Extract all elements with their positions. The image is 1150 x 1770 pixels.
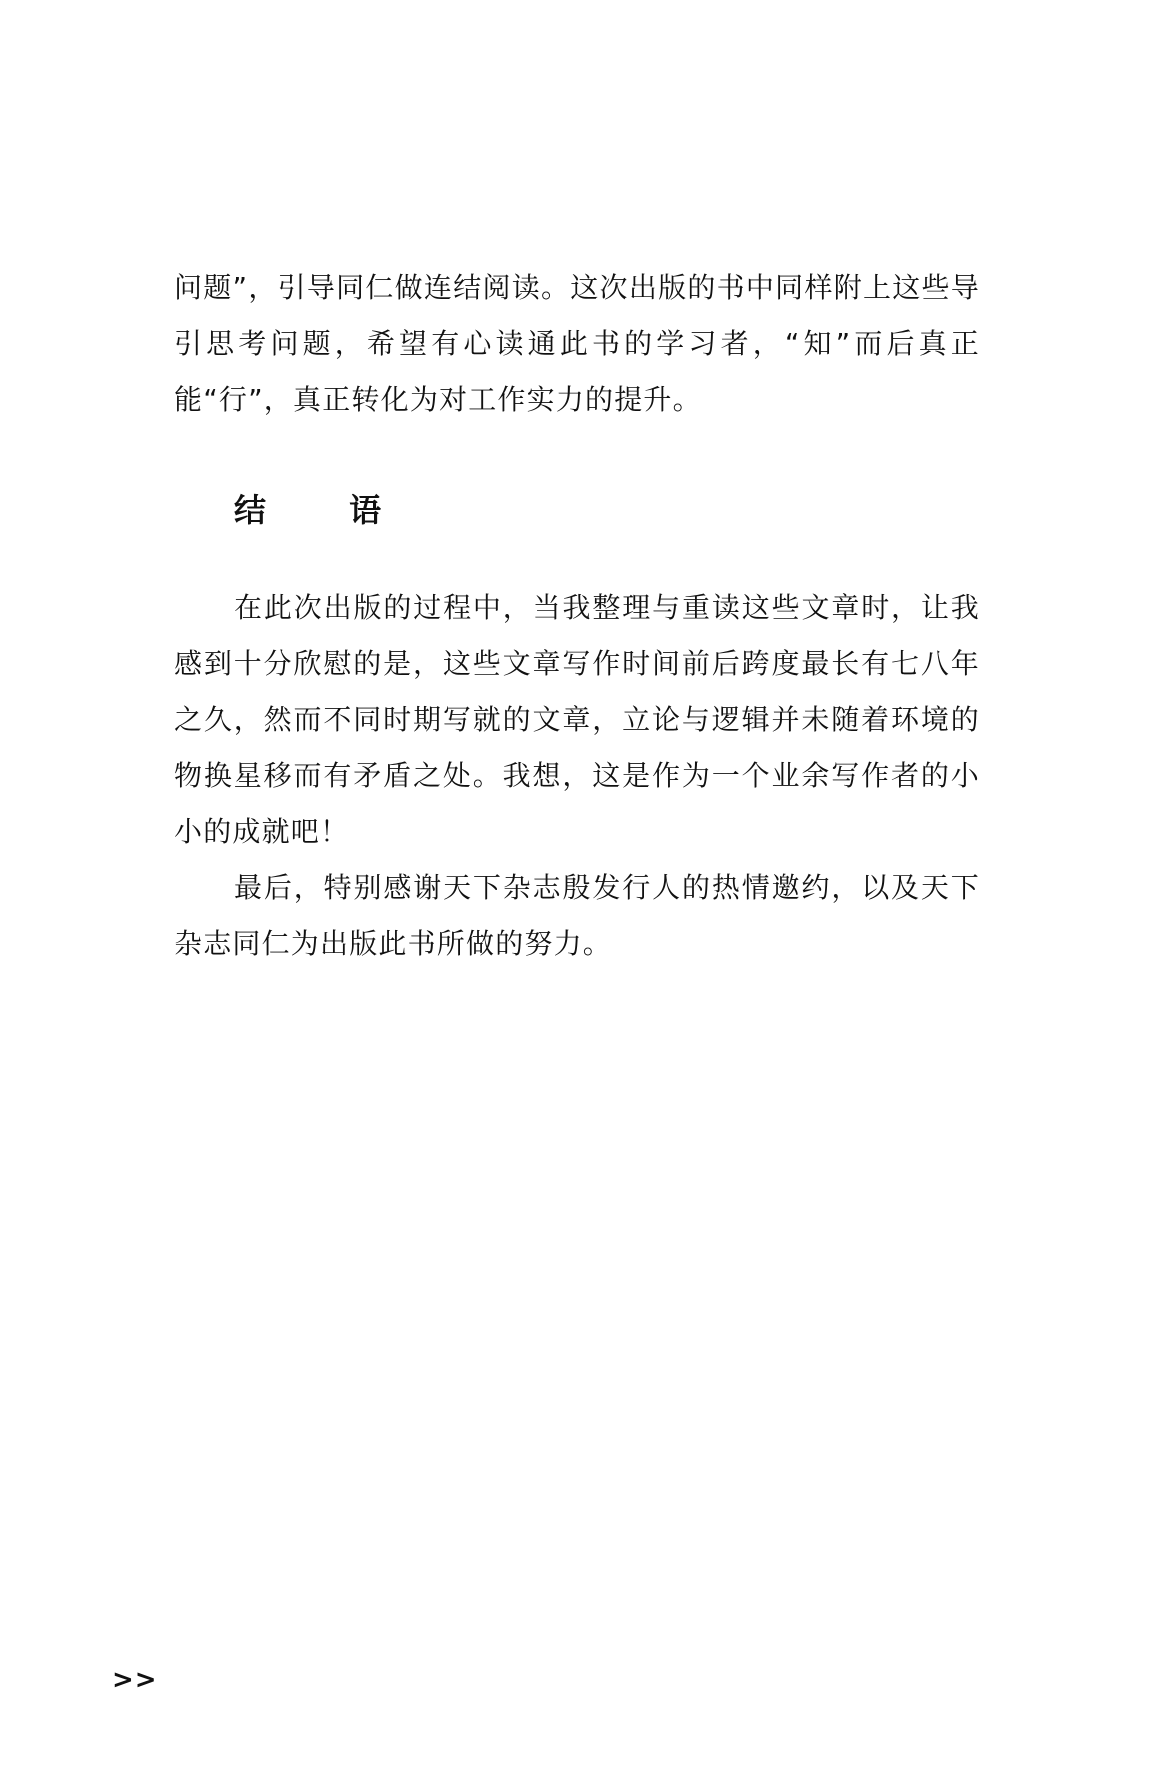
conclusion-paragraph-2: 最后，特别感谢天下杂志殷发行人的热情邀约，以及天下杂志同仁为出版此书所做的努力。 xyxy=(174,871,980,960)
conclusion-text-block xyxy=(174,580,980,972)
intro-paragraph: 问题”，引导同仁做连结阅读。这次出版的书中同样附上这些导引思考问题，希望有心读通此书的学习者，“知”而后真正能“行”，真正转化为对工作实力的提升。 xyxy=(174,271,980,416)
intro-text-block xyxy=(174,260,980,428)
conclusion-paragraph-1: 在此次出版的过程中，当我整理与重读这些文章时，让我感到十分欣慰的是，这些文章写作时间前后跨度最长有七八年之久，然而不同时期写就的文章，立论与逻辑并未随着环境的物换星移而有矛盾之处。我想，这是作为一个业余写作者的小小的成就吧！ xyxy=(174,591,980,848)
page-marker: >> xyxy=(112,1665,158,1695)
section-heading: 结 语 xyxy=(234,491,418,529)
